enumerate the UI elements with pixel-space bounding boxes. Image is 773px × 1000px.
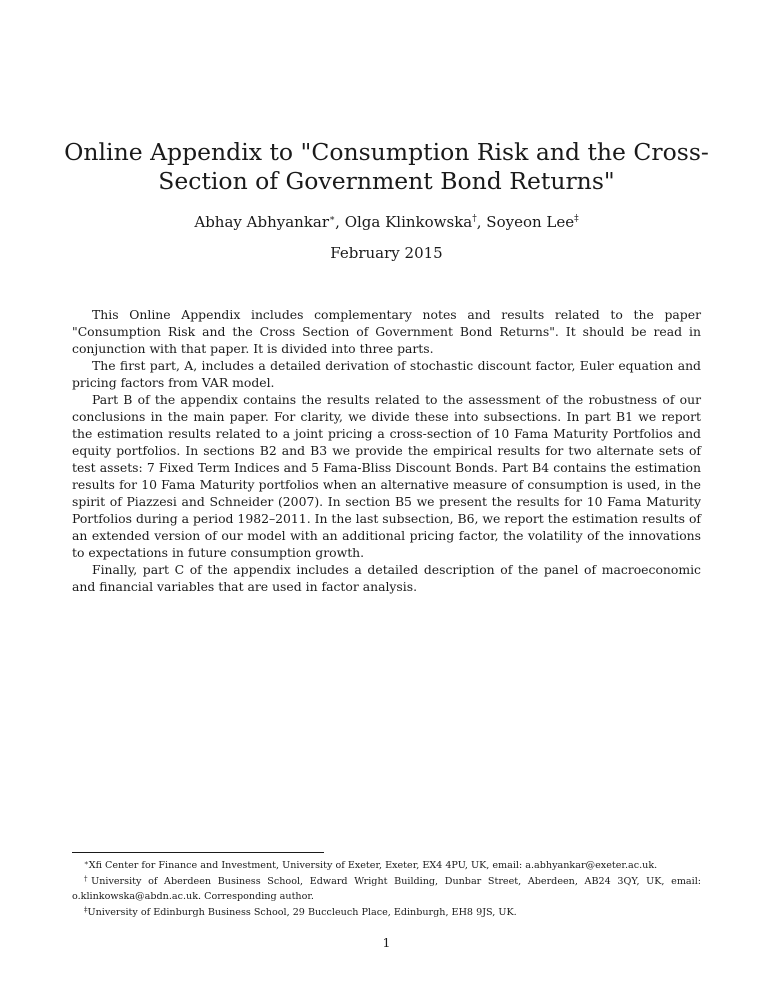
author-line: Abhay Abhyankar∗, Olga Klinkowska†, Soyeon Lee‡	[194, 213, 579, 231]
footnote-mark: ∗	[84, 859, 89, 867]
author-footnote-mark: ‡	[574, 214, 579, 224]
author-name: Olga Klinkowska	[344, 213, 473, 231]
author-name: Soyeon Lee	[486, 213, 575, 231]
abstract-body	[72, 306, 701, 595]
body-paragraph: This Online Appendix includes complementary notes and results related to the paper "Consumption Risk and the Cross Section of Government Bond Returns". It should be read in conjunction with that paper. It is divided into three parts.	[72, 307, 701, 356]
author-footnote-mark: †	[472, 214, 477, 224]
paper-title: Online Appendix to "Consumption Risk and the Cross-Section of Government Bond Returns"	[64, 138, 709, 195]
author-name: Abhay Abhyankar	[194, 213, 330, 231]
publication-date: February 2015	[330, 244, 443, 262]
footnote-text: Xfi Center for Finance and Investment, University of Exeter, Exeter, EX4 4PU, UK, email: a.abhyankar@exeter.ac.uk.	[88, 860, 658, 871]
footnote-mark: †	[84, 874, 92, 883]
footnote	[72, 905, 701, 921]
body-paragraph: Part B of the appendix contains the results related to the assessment of the robustness of our conclusions in the main paper. For clarity, we divide these into subsections. In part B1 we report the estimation results related to a joint pricing a cross-section of 10 Fama Maturity Portfolios and equity portfolios. In sections B2 and B3 we provide the empirical results for two alternate sets of test assets: 7 Fixed Term Indices and 5 Fama-Bliss Discount Bonds. Part B4 contains the estimation results for 10 Fama Maturity portfolios when an alternative measure of consumption is used, in the spirit of Piazzesi and Schneider (2007). In section B5 we present the results for 10 Fama Maturity Portfolios during a period 1982–2011. In the last subsection, B6, we report the estimation results of an extended version of our model with an additional pricing factor, the volatility of the innovations to expectations in future consumption growth.	[72, 392, 701, 560]
footnote	[72, 874, 701, 905]
footnote	[72, 858, 701, 874]
page-number: 1	[382, 935, 391, 950]
footnote-divider	[72, 852, 324, 853]
footnote-text: University of Edinburgh Business School, 29 Buccleuch Place, Edinburgh, EH8 9JS, UK.	[87, 906, 517, 918]
footnotes	[72, 858, 701, 920]
footnote-text: University of Aberdeen Business School, Edward Wright Building, Dunbar Street, Aberdeen, AB24 3QY, UK, email: o.klinkowska@abdn.ac.uk. Corresponding author.	[72, 875, 702, 902]
author-footnote-mark: ∗	[329, 214, 336, 224]
body-paragraph: Finally, part C of the appendix includes a detailed description of the panel of macroeconomic and financial variables that are used in factor analysis.	[72, 562, 701, 594]
body-paragraph: The first part, A, includes a detailed derivation of stochastic discount factor, Euler equation and pricing factors from VAR model.	[72, 358, 701, 390]
footnote-mark: ‡	[84, 905, 88, 914]
